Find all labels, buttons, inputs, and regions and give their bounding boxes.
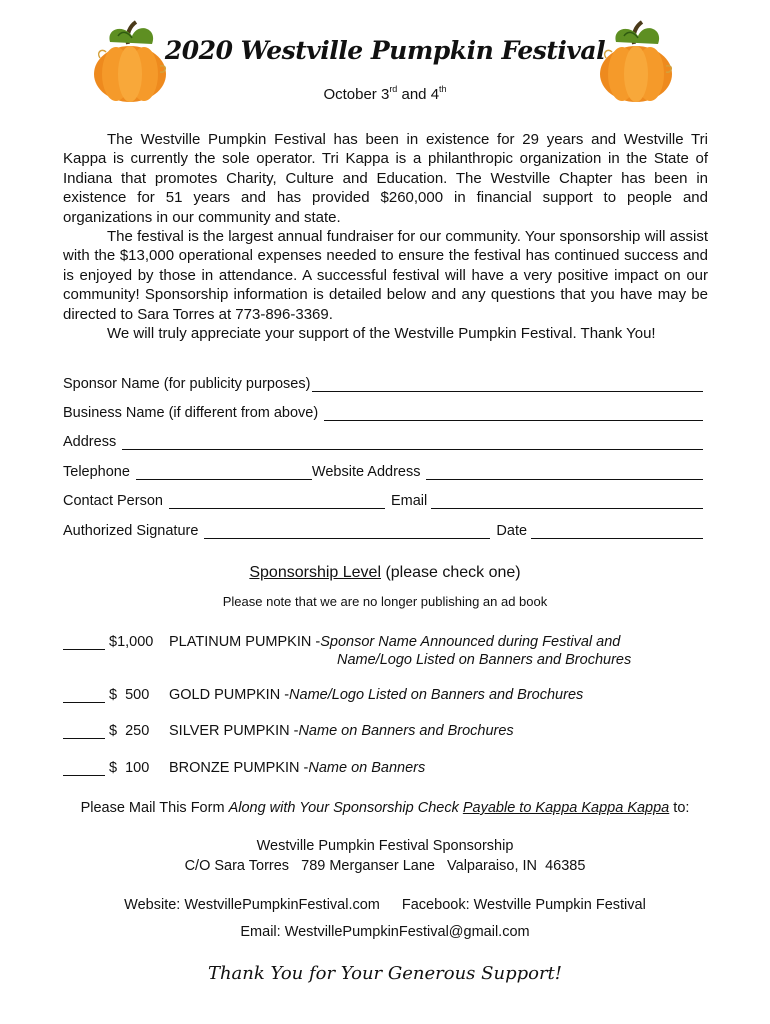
mailing-line-2: C/O Sara Torres 789 Merganser Lane Valparaiso, IN 46385 <box>184 858 586 874</box>
tier-platinum-checkbox[interactable] <box>63 635 105 650</box>
website-link[interactable]: Website: WestvillePumpkinFestival.com <box>124 897 380 913</box>
tier-silver: $ 250 SILVER PUMPKIN -Name on Banners and Brochures <box>63 723 514 739</box>
tier-bronze: $ 100 BRONZE PUMPKIN -Name on Banners <box>63 760 425 776</box>
business-name-field: Business Name (if different from above) <box>63 401 703 421</box>
tier-platinum-benefit-2: Name/Logo Listed on Banners and Brochures <box>337 652 632 668</box>
tier-bronze-checkbox[interactable] <box>63 761 105 776</box>
address-line[interactable] <box>122 434 703 450</box>
mailing-instructions: Please Mail This Form Along with Your Sponsorship Check Payable to Kappa Kappa Kappa to: <box>80 800 690 816</box>
intro-paragraph-1: The Westville Pumpkin Festival has been in existence for 29 years and Westville Tri Kappa is currently the sole operator. Tri Kappa is a philanthropic organization in the State of Indiana that promotes Charity, Culture and Education. The Westville Chapter has been in existence for 51 years and has provided $260,000 in financial support to people and organizations in our community and state. <box>63 131 708 226</box>
sponsor-name-line[interactable] <box>312 376 703 392</box>
date-line[interactable] <box>531 523 703 539</box>
closing-thanks: Thank You for Your Generous Support! <box>207 963 563 984</box>
mailing-line-1: Westville Pumpkin Festival Sponsorship <box>256 838 514 854</box>
facebook-link[interactable]: Facebook: Westville Pumpkin Festival <box>401 897 646 913</box>
telephone-website-field: Telephone Website Address <box>63 460 703 480</box>
signature-line[interactable] <box>204 523 490 539</box>
telephone-line[interactable] <box>136 464 312 480</box>
business-name-line[interactable] <box>324 405 703 421</box>
tier-gold-checkbox[interactable] <box>63 688 105 703</box>
email-line[interactable] <box>431 493 703 509</box>
contact-links <box>0 897 770 913</box>
page-title: 2020 Westville Pumpkin Festival <box>164 36 606 65</box>
tier-gold: $ 500 GOLD PUMPKIN -Name/Logo Listed on Banners and Brochures <box>63 687 583 703</box>
contact-line[interactable] <box>169 493 385 509</box>
ad-book-note: Please note that we are no longer publishing an ad book <box>222 594 548 609</box>
sponsorship-heading: Sponsorship Level (please check one) <box>249 564 521 581</box>
signature-date-field: Authorized Signature Date <box>63 519 703 539</box>
website-line[interactable] <box>426 464 703 480</box>
contact-email-field: Contact Person Email <box>63 489 703 509</box>
intro-paragraph-2: The festival is the largest annual fundraiser for our community. Your sponsorship will assist with the $13,000 operational expenses needed to ensure the festival has continued success and is enjoyed by those in attendance. A successful festival will have a very positive impact on our community! Sponsorship information is detailed below and any questions that you have may be directed to Sara Torres at 773-896-3369. <box>63 228 708 323</box>
tier-silver-checkbox[interactable] <box>63 724 105 739</box>
festival-dates: October 3rd and 4th <box>323 84 447 103</box>
intro-paragraph-3: We will truly appreciate your support of the Westville Pumpkin Festival. Thank You! <box>107 325 656 343</box>
tier-platinum: $1,000 PLATINUM PUMPKIN -Sponsor Name Announced during Festival and <box>63 634 620 650</box>
intro-text <box>63 130 708 343</box>
email-link[interactable]: Email: WestvillePumpkinFestival@gmail.com <box>240 924 530 940</box>
sponsor-name-field: Sponsor Name (for publicity purposes) <box>63 372 703 392</box>
address-field: Address <box>63 430 703 450</box>
